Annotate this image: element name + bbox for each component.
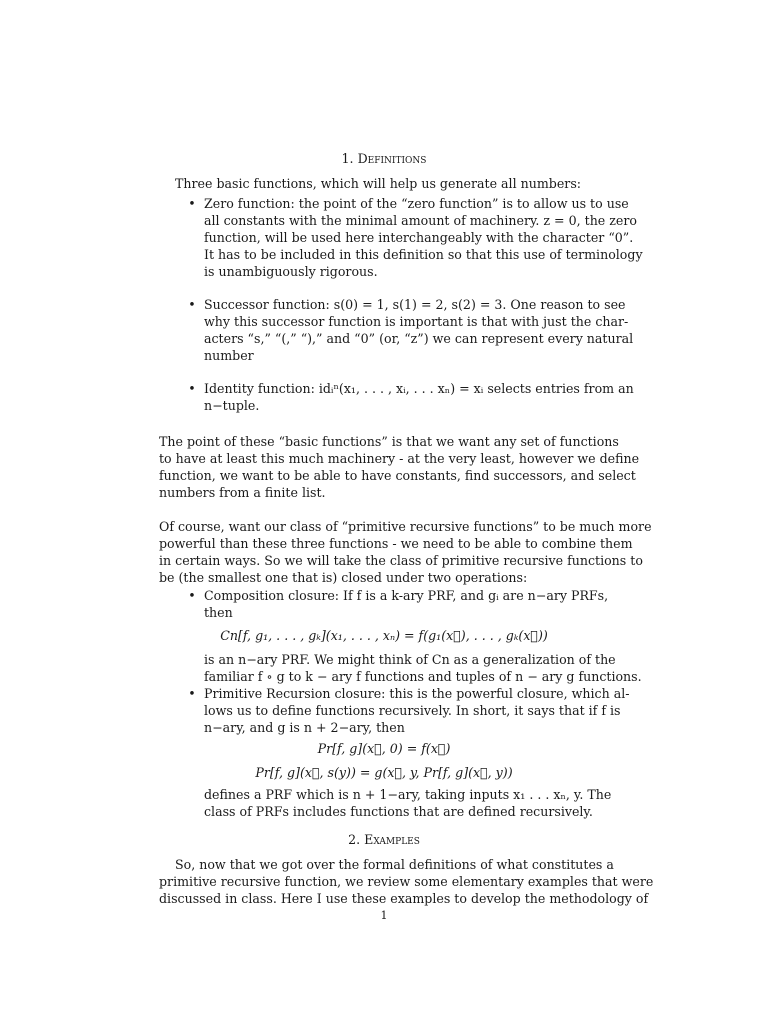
identity-function-line-2: n−tuple. <box>204 398 260 413</box>
page-number: 1 <box>380 909 388 922</box>
primitive-recursion-equation-2: Pr[f, g](x⃗, s(y)) = g(x⃗, y, Pr[f, g](x⃗, y)) <box>255 765 513 780</box>
paragraph-basic-functions-line-3: function, we want to be able to have constants, find successors, and select <box>159 468 636 483</box>
composition-closure-line-1: Composition closure: If f is a k-ary PRF, and gᵢ are n−ary PRFs, <box>204 588 609 603</box>
intro-text: Three basic functions, which will help us generate all numbers: <box>175 176 582 191</box>
section-number: 1. <box>341 151 354 166</box>
zero-function-line-1: Zero function: the point of the “zero function” is to allow us to use <box>204 196 629 211</box>
section-title: Definitions <box>357 151 427 166</box>
composition-closure-line-4: familiar f ∘ g to k − ary f functions and tuples of n − ary g functions. <box>204 669 642 684</box>
bullet-marker: • <box>188 381 196 396</box>
paragraph-basic-functions-line-4: numbers from a finite list. <box>159 485 326 500</box>
paragraph-basic-functions-line-2: to have at least this much machinery - at the very least, however we define <box>159 451 640 466</box>
primitive-recursion-line-2: lows us to define functions recursively. In short, it says that if f is <box>204 703 621 718</box>
identity-function-line-1: Identity function: idᵢⁿ(x₁, . . . , xᵢ, . . . xₙ) = xᵢ selects entries from an <box>204 381 634 396</box>
composition-equation: Cn[f, g₁, . . . , gₖ](x₁, . . . , xₙ) = f(g₁(x⃗), . . . , gₖ(x⃗)) <box>220 628 548 643</box>
bullet-marker: • <box>188 196 196 211</box>
examples-paragraph-line-2: primitive recursive function, we review some elementary examples that were <box>159 874 654 889</box>
zero-function-line-4: It has to be included in this definition so that this use of terminology <box>204 247 643 262</box>
paragraph-prf-class-line-4: be (the smallest one that is) closed under two operations: <box>159 570 528 585</box>
examples-paragraph-line-1: So, now that we got over the formal definitions of what constitutes a <box>175 857 614 872</box>
successor-function-line-4: number <box>204 348 254 363</box>
composition-closure-line-2: then <box>204 605 233 620</box>
bullet-marker: • <box>188 588 196 603</box>
examples-paragraph-line-3: discussed in class. Here I use these examples to develop the methodology of <box>159 891 649 906</box>
zero-function-line-2: all constants with the minimal amount of machinery. z = 0, the zero <box>204 213 637 228</box>
section-heading-definitions <box>0 150 768 167</box>
bullet-marker: • <box>188 686 196 701</box>
bullet-marker: • <box>188 297 196 312</box>
primitive-recursion-line-3: n−ary, and g is n + 2−ary, then <box>204 720 405 735</box>
paragraph-prf-class-line-3: in certain ways. So we will take the class of primitive recursive functions to <box>159 553 643 568</box>
primitive-recursion-line-4: defines a PRF which is n + 1−ary, taking inputs x₁ . . . xₙ, y. The <box>204 787 612 802</box>
paragraph-basic-functions-line-1: The point of these “basic functions” is that we want any set of functions <box>159 434 619 449</box>
primitive-recursion-equation-1: Pr[f, g](x⃗, 0) = f(x⃗) <box>317 741 451 756</box>
zero-function-line-3: function, will be used here interchangeably with the character “0”. <box>204 230 634 245</box>
paragraph-prf-class-line-2: powerful than these three functions - we need to be able to combine them <box>159 536 633 551</box>
section-number: 2. <box>348 832 361 847</box>
paragraph-prf-class-line-1: Of course, want our class of “primitive recursive functions” to be much more <box>159 519 652 534</box>
section-heading-examples <box>0 831 768 848</box>
composition-closure-line-3: is an n−ary PRF. We might think of Cn as a generalization of the <box>204 652 616 667</box>
successor-function-line-3: acters “s,” “(,” “),” and “0” (or, “z”) we can represent every natural <box>204 331 634 346</box>
successor-function-line-1: Successor function: s(0) = 1, s(1) = 2, s(2) = 3. One reason to see <box>204 297 626 312</box>
primitive-recursion-line-5: class of PRFs includes functions that are defined recursively. <box>204 804 593 819</box>
successor-function-line-2: why this successor function is important is that with just the char- <box>204 314 629 329</box>
zero-function-line-5: is unambiguously rigorous. <box>204 264 378 279</box>
section-title: Examples <box>364 832 420 847</box>
primitive-recursion-line-1: Primitive Recursion closure: this is the powerful closure, which al- <box>204 686 630 701</box>
